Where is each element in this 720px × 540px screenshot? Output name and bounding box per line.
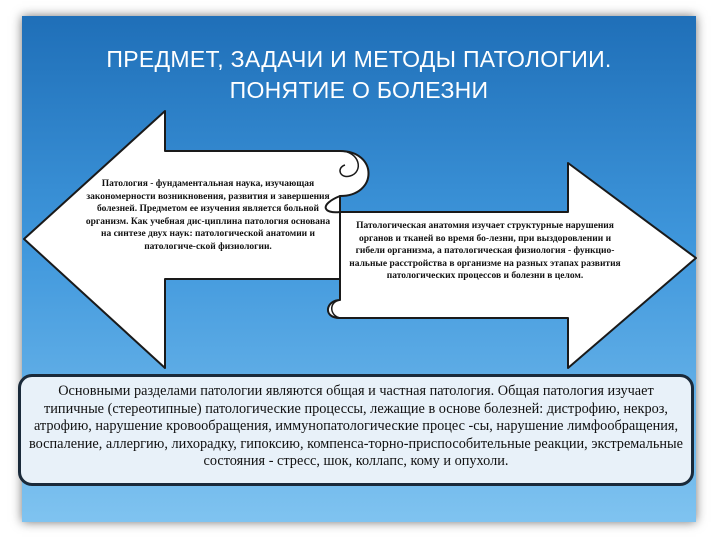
summary-text: Основными разделами патологии являются общая и частная патология. Общая патология изучает типичные (стереотипные) патологические процессы, лежащие в основе болезней: дистрофию, некроз, атрофию, нарушение кровообращения, иммунопатологические процес -сы, нарушение лимфообращения, воспаление, аллергию, лихорадку, гипоксию, компенса-торно-приспособительные реакции, экстремальные состояния - стресс, шок, коллапс, кому и опухоли. xyxy=(29,383,683,469)
summary-box xyxy=(18,374,694,486)
title-line-1: ПРЕДМЕТ, ЗАДАЧИ И МЕТОДЫ ПАТОЛОГИИ. xyxy=(106,46,612,72)
left-arrow-text: Патология - фундаментальная наука, изучающая закономерности возникновения, развития и завершения болезней. Предметом ее изучения является больной организм. Как учебная дис-циплина патология основана на синтезе двух наук: патологической анатомии и патологиче-ской физиологии. xyxy=(85,179,331,252)
right-arrow-text: Патологическая анатомия изучает структурные нарушения органов и тканей во время бо-лезни, при выздоровлении и гибели организма, а патологическая физиология - функцио-нальные расстройства в организме на разных этапах развития патологических процессов и болезни в целом. xyxy=(349,221,621,281)
title-line-2: ПОНЯТИЕ О БОЛЕЗНИ xyxy=(229,77,489,103)
